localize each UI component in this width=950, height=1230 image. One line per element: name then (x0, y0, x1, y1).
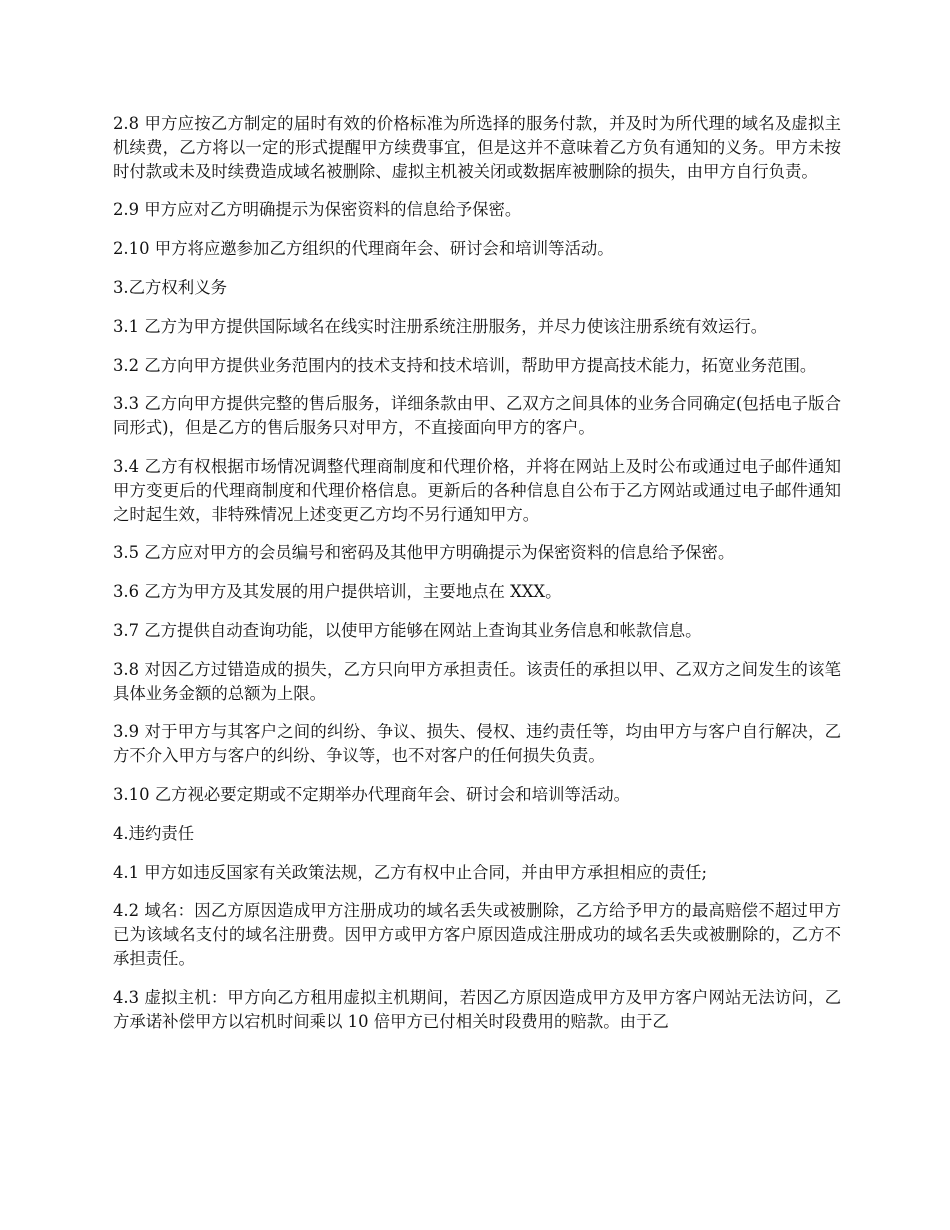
clause-3-8: 3.8 对因乙方过错造成的损失，乙方只向甲方承担责任。该责任的承担以甲、乙双方之间发生的该笔具体业务金额的总额为上限。 (113, 659, 841, 703)
clause-3-2: 3.2 乙方向甲方提供业务范围内的技术支持和技术培训，帮助甲方提高技术能力，拓宽业务范围。 (113, 355, 817, 375)
section-heading-3: 3.乙方权利义务 (113, 277, 227, 297)
clause-4-1: 4.1 甲方如违反国家有关政策法规，乙方有权中止合同，并由甲方承担相应的责任; (113, 862, 708, 882)
clause-3-10: 3.10 乙方视必要定期或不定期举办代理商年会、研讨会和培训等活动。 (113, 784, 631, 804)
clause-3-7: 3.7 乙方提供自动查询功能，以使甲方能够在网站上查询其业务信息和帐款信息。 (113, 620, 702, 640)
document-page (113, 112, 841, 1048)
clause-4-3: 4.3 虚拟主机：甲方向乙方租用虚拟主机期间，若因乙方原因造成甲方及甲方客户网站无法访问，乙方承诺补偿甲方以宕机时间乘以 10 倍甲方已付相关时段费用的赔款。由于乙 (113, 987, 841, 1031)
clause-3-1: 3.1 乙方为甲方提供国际域名在线实时注册系统注册服务，并尽力使该注册系统有效运行。 (113, 316, 768, 336)
clause-4-2: 4.2 域名：因乙方原因造成甲方注册成功的域名丢失或被删除，乙方给予甲方的最高赔偿不超过甲方已为该域名支付的域名注册费。因甲方或甲方客户原因造成注册成功的域名丢失或被删除的，乙方不承担责任。 (113, 901, 841, 968)
clause-3-4: 3.4 乙方有权根据市场情况调整代理商制度和代理价格，并将在网站上及时公布或通过电子邮件通知甲方变更后的代理商制度和代理价格信息。更新后的各种信息自公布于乙方网站或通过电子邮件通知之时起生效，非特殊情况上述变更乙方均不另行通知甲方。 (113, 456, 841, 524)
clause-2-8: 2.8 甲方应按乙方制定的届时有效的价格标准为所选择的服务付款，并及时为所代理的域名及虚拟主机续费，乙方将以一定的形式提醒甲方续费事宜，但是这并不意味着乙方负有通知的义务。甲方未按时付款或未及时续费造成域名被删除、虚拟主机被关闭或数据库被删除的损失，由甲方自行负责。 (113, 114, 841, 181)
clause-3-3: 3.3 乙方向甲方提供完整的售后服务，详细条款由甲、乙双方之间具体的业务合同确定(包括电子版合同形式)，但是乙方的售后服务只对甲方，不直接面向甲方的客户。 (113, 394, 841, 438)
clause-3-9: 3.9 对于甲方与其客户之间的纠纷、争议、损失、侵权、违约责任等，均由甲方与客户自行解决，乙方不介入甲方与客户的纠纷、争议等，也不对客户的任何损失负责。 (113, 722, 841, 766)
clause-2-10: 2.10 甲方将应邀参加乙方组织的代理商年会、研讨会和培训等活动。 (113, 239, 614, 259)
clause-3-5: 3.5 乙方应对甲方的会员编号和密码及其他甲方明确提示为保密资料的信息给予保密。 (113, 543, 735, 563)
clause-2-9: 2.9 甲方应对乙方明确提示为保密资料的信息给予保密。 (113, 200, 522, 220)
clause-3-6: 3.6 乙方为甲方及其发展的用户提供培训，主要地点在 XXX。 (113, 582, 562, 602)
section-heading-4: 4.违约责任 (113, 823, 195, 843)
